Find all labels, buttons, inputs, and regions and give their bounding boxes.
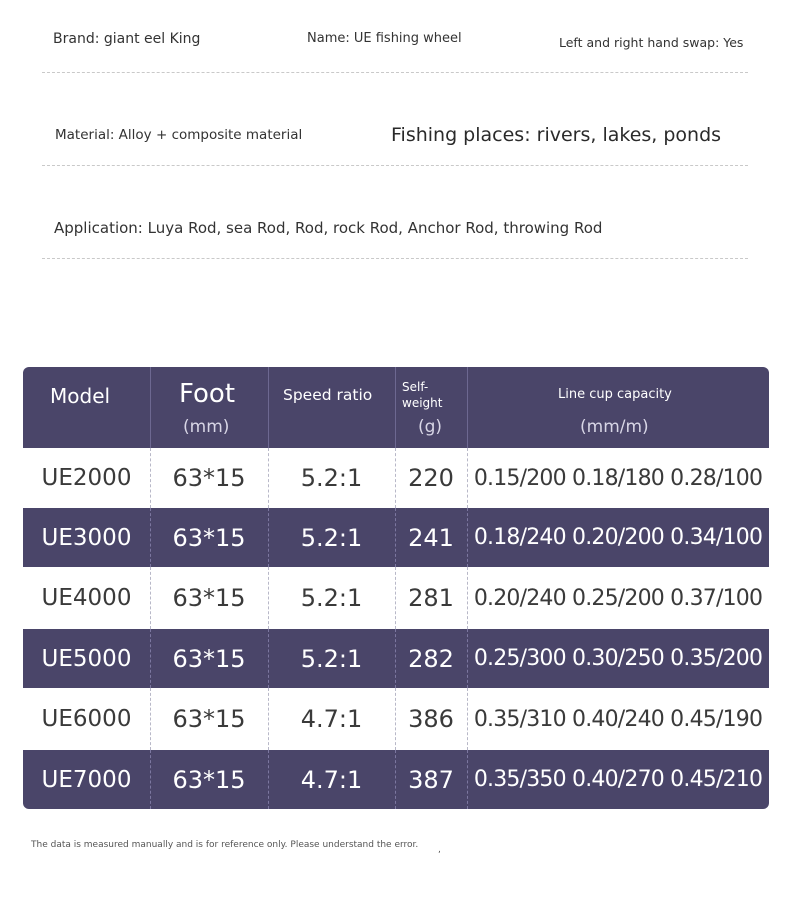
cell-foot: 63*15: [172, 644, 246, 673]
cell-speed: 5.2:1: [300, 464, 363, 492]
hand-swap-text: Left and right hand swap: Yes: [559, 35, 744, 50]
header-foot: Foot (mm): [179, 379, 236, 437]
cell-weight: 282: [408, 644, 454, 673]
cell-model: UE7000: [41, 766, 132, 793]
cell-model: UE3000: [41, 524, 132, 551]
cell-weight: 386: [408, 705, 454, 733]
cell-capacity: 0.15/200 0.18/180 0.28/100: [473, 465, 763, 491]
cell-weight: 281: [408, 584, 454, 612]
cell-foot: 63*15: [172, 765, 246, 794]
name-text: Name: UE fishing wheel: [307, 31, 462, 46]
cell-speed: 5.2:1: [300, 584, 363, 612]
cell-foot: 63*15: [172, 523, 246, 552]
cell-speed: 4.7:1: [300, 705, 363, 733]
footnote: The data is measured manually and is for reference only. Please understand the error.: [31, 840, 419, 850]
header-line-cup-capacity: Line cup capacity (mm/m): [558, 387, 672, 437]
cell-capacity: 0.25/300 0.30/250 0.35/200: [473, 646, 763, 671]
table-header: [23, 367, 769, 448]
cell-weight: 220: [408, 464, 454, 492]
header-model: Model: [50, 384, 111, 408]
brand-text: Brand: giant eel King: [53, 31, 201, 47]
cell-capacity: 0.35/310 0.40/240 0.45/190: [473, 706, 763, 732]
cell-weight: 387: [408, 765, 454, 794]
material-text: Material: Alloy + composite material: [55, 127, 303, 143]
table-row: [23, 629, 769, 688]
cell-capacity: 0.20/240 0.25/200 0.37/100: [473, 585, 763, 611]
header-speed-ratio: Speed ratio: [283, 386, 373, 404]
divider: [42, 165, 748, 166]
cell-foot: 63*15: [172, 464, 246, 492]
header-self-weight: Self- weight (g): [402, 380, 443, 437]
cell-capacity: 0.18/240 0.20/200 0.34/100: [473, 525, 763, 550]
cell-speed: 5.2:1: [300, 644, 363, 673]
cell-model: UE6000: [41, 706, 132, 732]
cell-weight: 241: [408, 523, 454, 552]
table-row: [23, 567, 769, 629]
application-text: Application: Luya Rod, sea Rod, Rod, rock Rod, Anchor Rod, throwing Rod: [54, 219, 603, 237]
cell-foot: 63*15: [172, 584, 246, 612]
fishing-places-text: Fishing places: rivers, lakes, ponds: [391, 124, 722, 146]
table-row: [23, 448, 769, 508]
cell-speed: 4.7:1: [300, 765, 363, 794]
cell-model: UE2000: [41, 465, 132, 491]
table-row: [23, 508, 769, 567]
cell-foot: 63*15: [172, 705, 246, 733]
divider: [42, 258, 748, 259]
spec-table: [23, 367, 769, 809]
cell-speed: 5.2:1: [300, 523, 363, 552]
footnote-mark: ,: [438, 845, 441, 855]
cell-model: UE5000: [41, 645, 132, 672]
divider: [42, 72, 748, 73]
table-row: [23, 750, 769, 809]
cell-capacity: 0.35/350 0.40/270 0.45/210: [473, 767, 763, 792]
table-row: [23, 688, 769, 750]
cell-model: UE4000: [41, 585, 132, 611]
